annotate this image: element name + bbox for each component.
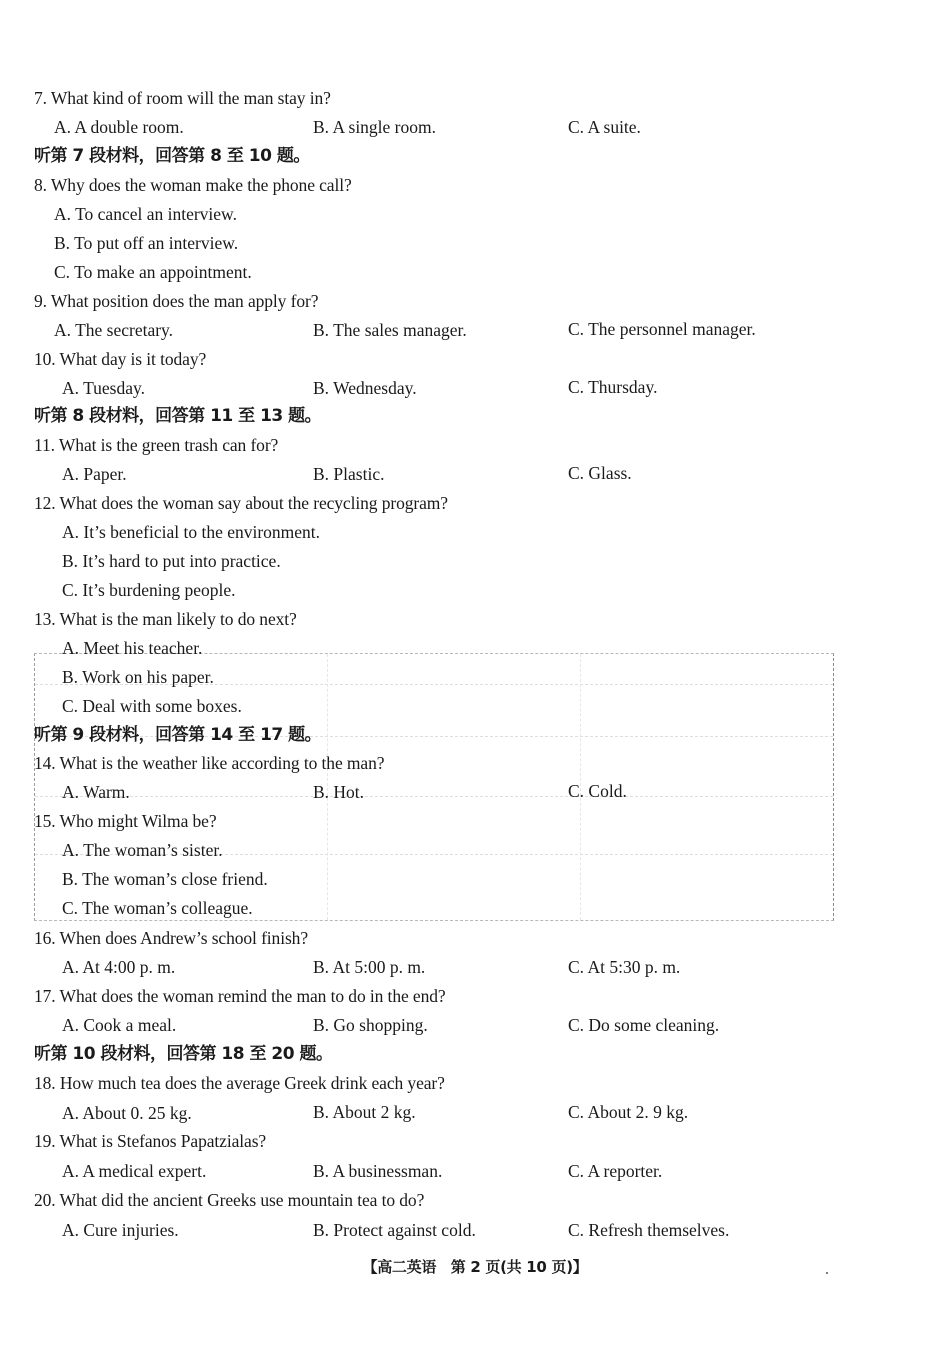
question-19-stem: 19. What is Stefanos Papatzialas? — [34, 1131, 267, 1151]
question-7-option-b: B. A single room. — [313, 117, 436, 137]
question-7-option-a: A. A double room. — [54, 117, 184, 137]
question-7-option-c: C. A suite. — [568, 117, 641, 137]
question-20-option-c: C. Refresh themselves. — [568, 1220, 730, 1240]
scan-speck — [826, 1272, 828, 1274]
question-18-option-a: A. About 0. 25 kg. — [62, 1103, 192, 1123]
question-16-stem: 16. When does Andrew’s school finish? — [34, 928, 308, 948]
question-11-stem: 11. What is the green trash can for? — [34, 435, 279, 455]
question-14-option-b: B. Hot. — [313, 782, 365, 802]
question-12-option-b: B. It’s hard to put into practice. — [62, 551, 281, 571]
question-8-option-a: A. To cancel an interview. — [54, 204, 237, 224]
question-9-option-a: A. The secretary. — [54, 320, 174, 340]
question-17-option-c: C. Do some cleaning. — [568, 1015, 720, 1035]
question-8-option-b: B. To put off an interview. — [54, 233, 239, 253]
question-11-option-b: B. Plastic. — [313, 464, 385, 484]
question-15-option-b: B. The woman’s close friend. — [62, 869, 268, 889]
question-11-option-c: C. Glass. — [568, 463, 632, 483]
question-16-option-a: A. At 4:00 p. m. — [62, 957, 176, 977]
question-10-option-a: A. Tuesday. — [62, 378, 145, 398]
divider — [35, 796, 833, 797]
question-18-option-b: B. About 2 kg. — [313, 1102, 416, 1122]
question-13-option-c: C. Deal with some boxes. — [62, 696, 242, 716]
question-11-option-a: A. Paper. — [62, 464, 127, 484]
question-15-stem: 15. Who might Wilma be? — [34, 811, 217, 831]
section-heading-10: 听第 10 段材料，回答第 18 至 20 题。 — [34, 1044, 333, 1064]
question-8-option-c: C. To make an appointment. — [54, 262, 252, 282]
question-12-stem: 12. What does the woman say about the recycling program? — [34, 493, 448, 513]
question-16-option-b: B. At 5:00 p. m. — [313, 957, 426, 977]
question-9-option-c: C. The personnel manager. — [568, 319, 756, 339]
question-20-option-b: B. Protect against cold. — [313, 1220, 476, 1240]
question-13-option-a: A. Meet his teacher. — [62, 638, 203, 658]
section-heading-9: 听第 9 段材料，回答第 14 至 17 题。 — [34, 725, 322, 745]
question-20-option-a: A. Cure injuries. — [62, 1220, 179, 1240]
question-12-option-c: C. It’s burdening people. — [62, 580, 236, 600]
question-19-option-a: A. A medical expert. — [62, 1161, 207, 1181]
question-10-option-b: B. Wednesday. — [313, 378, 417, 398]
question-17-option-b: B. Go shopping. — [313, 1015, 428, 1035]
question-13-option-b: B. Work on his paper. — [62, 667, 214, 687]
question-15-option-c: C. The woman’s colleague. — [62, 898, 253, 918]
question-9-stem: 9. What position does the man apply for? — [34, 291, 319, 311]
question-12-option-a: A. It’s beneficial to the environment. — [62, 522, 321, 542]
question-17-option-a: A. Cook a meal. — [62, 1015, 177, 1035]
question-14-stem: 14. What is the weather like according to the man? — [34, 753, 385, 773]
question-10-option-c: C. Thursday. — [568, 377, 658, 397]
question-19-option-c: C. A reporter. — [568, 1161, 663, 1181]
question-8-stem: 8. Why does the woman make the phone call? — [34, 175, 352, 195]
question-7-stem: 7. What kind of room will the man stay in? — [34, 88, 331, 108]
section-heading-8: 听第 8 段材料，回答第 11 至 13 题。 — [34, 406, 322, 426]
question-19-option-b: B. A businessman. — [313, 1161, 443, 1181]
section-heading-7: 听第 7 段材料，回答第 8 至 10 题。 — [34, 146, 310, 166]
question-13-stem: 13. What is the man likely to do next? — [34, 609, 297, 629]
question-14-option-c: C. Cold. — [568, 781, 627, 801]
question-20-stem: 20. What did the ancient Greeks use mountain tea to do? — [34, 1190, 425, 1210]
question-18-stem: 18. How much tea does the average Greek drink each year? — [34, 1073, 445, 1093]
question-16-option-c: C. At 5:30 p. m. — [568, 957, 681, 977]
question-9-option-b: B. The sales manager. — [313, 320, 467, 340]
question-14-option-a: A. Warm. — [62, 782, 130, 802]
page-footer: 【高二英语 第 2 页(共 10 页)】 — [362, 1258, 588, 1276]
question-17-stem: 17. What does the woman remind the man to do in the end? — [34, 986, 446, 1006]
question-10-stem: 10. What day is it today? — [34, 349, 207, 369]
question-15-option-a: A. The woman’s sister. — [62, 840, 223, 860]
question-18-option-c: C. About 2. 9 kg. — [568, 1102, 689, 1122]
